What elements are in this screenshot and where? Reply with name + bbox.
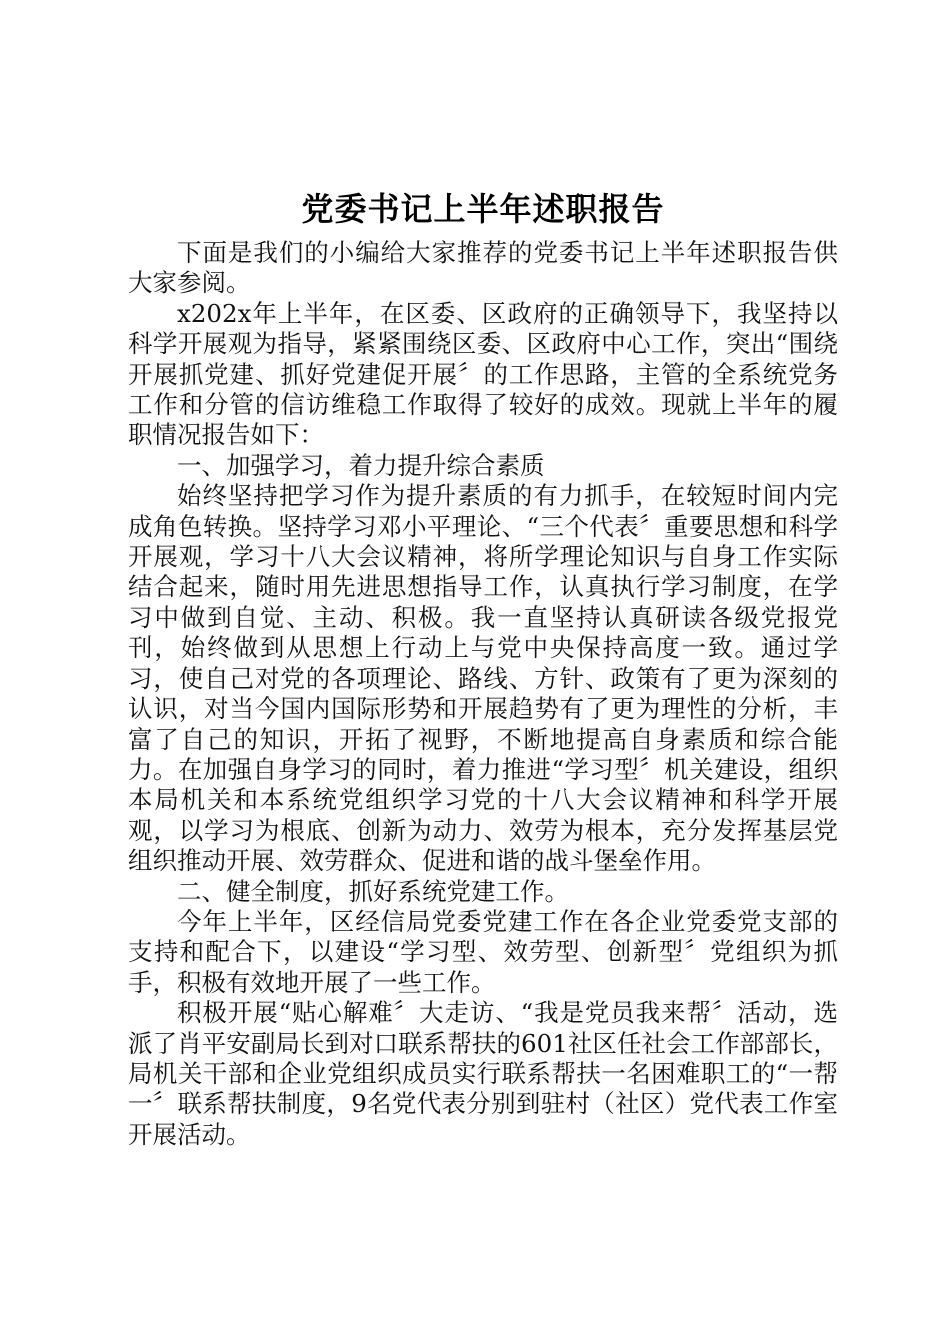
section-heading-2: 二、健全制度，抓好系统党建工作。	[177, 876, 569, 906]
paragraph-study: 始终坚持把学习作为提升素质的有力抓手，在较短时间内完成角色转换。坚持学习邓小平理论、“三个代表〞重要思想和科学开展观，学习十八大会议精神，将所学理论知识与自身工作实际结合起来，随时用先进思想指导工作，认真执行学习制度，在学习中做到自觉、主动、积极。我一直坚持认真研读各级党报党刊，始终做到从思想上行动上与党中央保持高度一致。通过学习，使自己对党的各项理论、路线、方针、政策有了更为深刻的认识，对当今国内国际形势和开展趋势有了更为理性的分析，丰富了自己的知识，开拓了视野，不断地提高自身素质和综合能力。在加强自身学习的同时，着力推进“学习型〞机关建设，组织本局机关和本系统党组织学习党的十八大会议精神和科学开展观，以学习为根底、创新为动力、效劳为根本，充分发挥基层党组织推动开展、效劳群众、促进和谐的战斗堡垒作用。	[128, 481, 838, 876]
section-heading-1: 一、加强学习，着力提升综合素质	[177, 450, 545, 480]
document-title: 党委书记上半年述职报告	[301, 190, 665, 228]
document-body	[128, 186, 838, 1150]
paragraph-intro: 下面是我们的小编给大家推荐的党委书记上半年述职报告供大家参阅。	[128, 238, 838, 298]
paragraph-party-building: 今年上半年，区经信局党委党建工作在各企业党委党支部的支持和配合下，以建设“学习型、效劳型、创新型〞党组织为抓手，积极有效地开展了一些工作。	[128, 906, 838, 997]
paragraph-overview: x202x年上半年，在区委、区政府的正确领导下，我坚持以科学开展观为指导，紧紧围绕区委、区政府中心工作，突出“围绕开展抓党建、抓好党建促开展〞的工作思路，主管的全系统党务工作和分管的信访维稳工作取得了较好的成效。现就上半年的履职情况报告如下：	[128, 298, 838, 450]
paragraph-activities: 积极开展“贴心解难〞大走访、“我是党员我来帮〞活动，选派了肖平安副局长到对口联系帮扶的601社区任社会工作部部长，局机关干部和企业党组织成员实行联系帮扶一名困难职工的“一帮一〞联系帮扶制度，9名党代表分别到驻村（社区）党代表工作室开展活动。	[128, 998, 838, 1149]
